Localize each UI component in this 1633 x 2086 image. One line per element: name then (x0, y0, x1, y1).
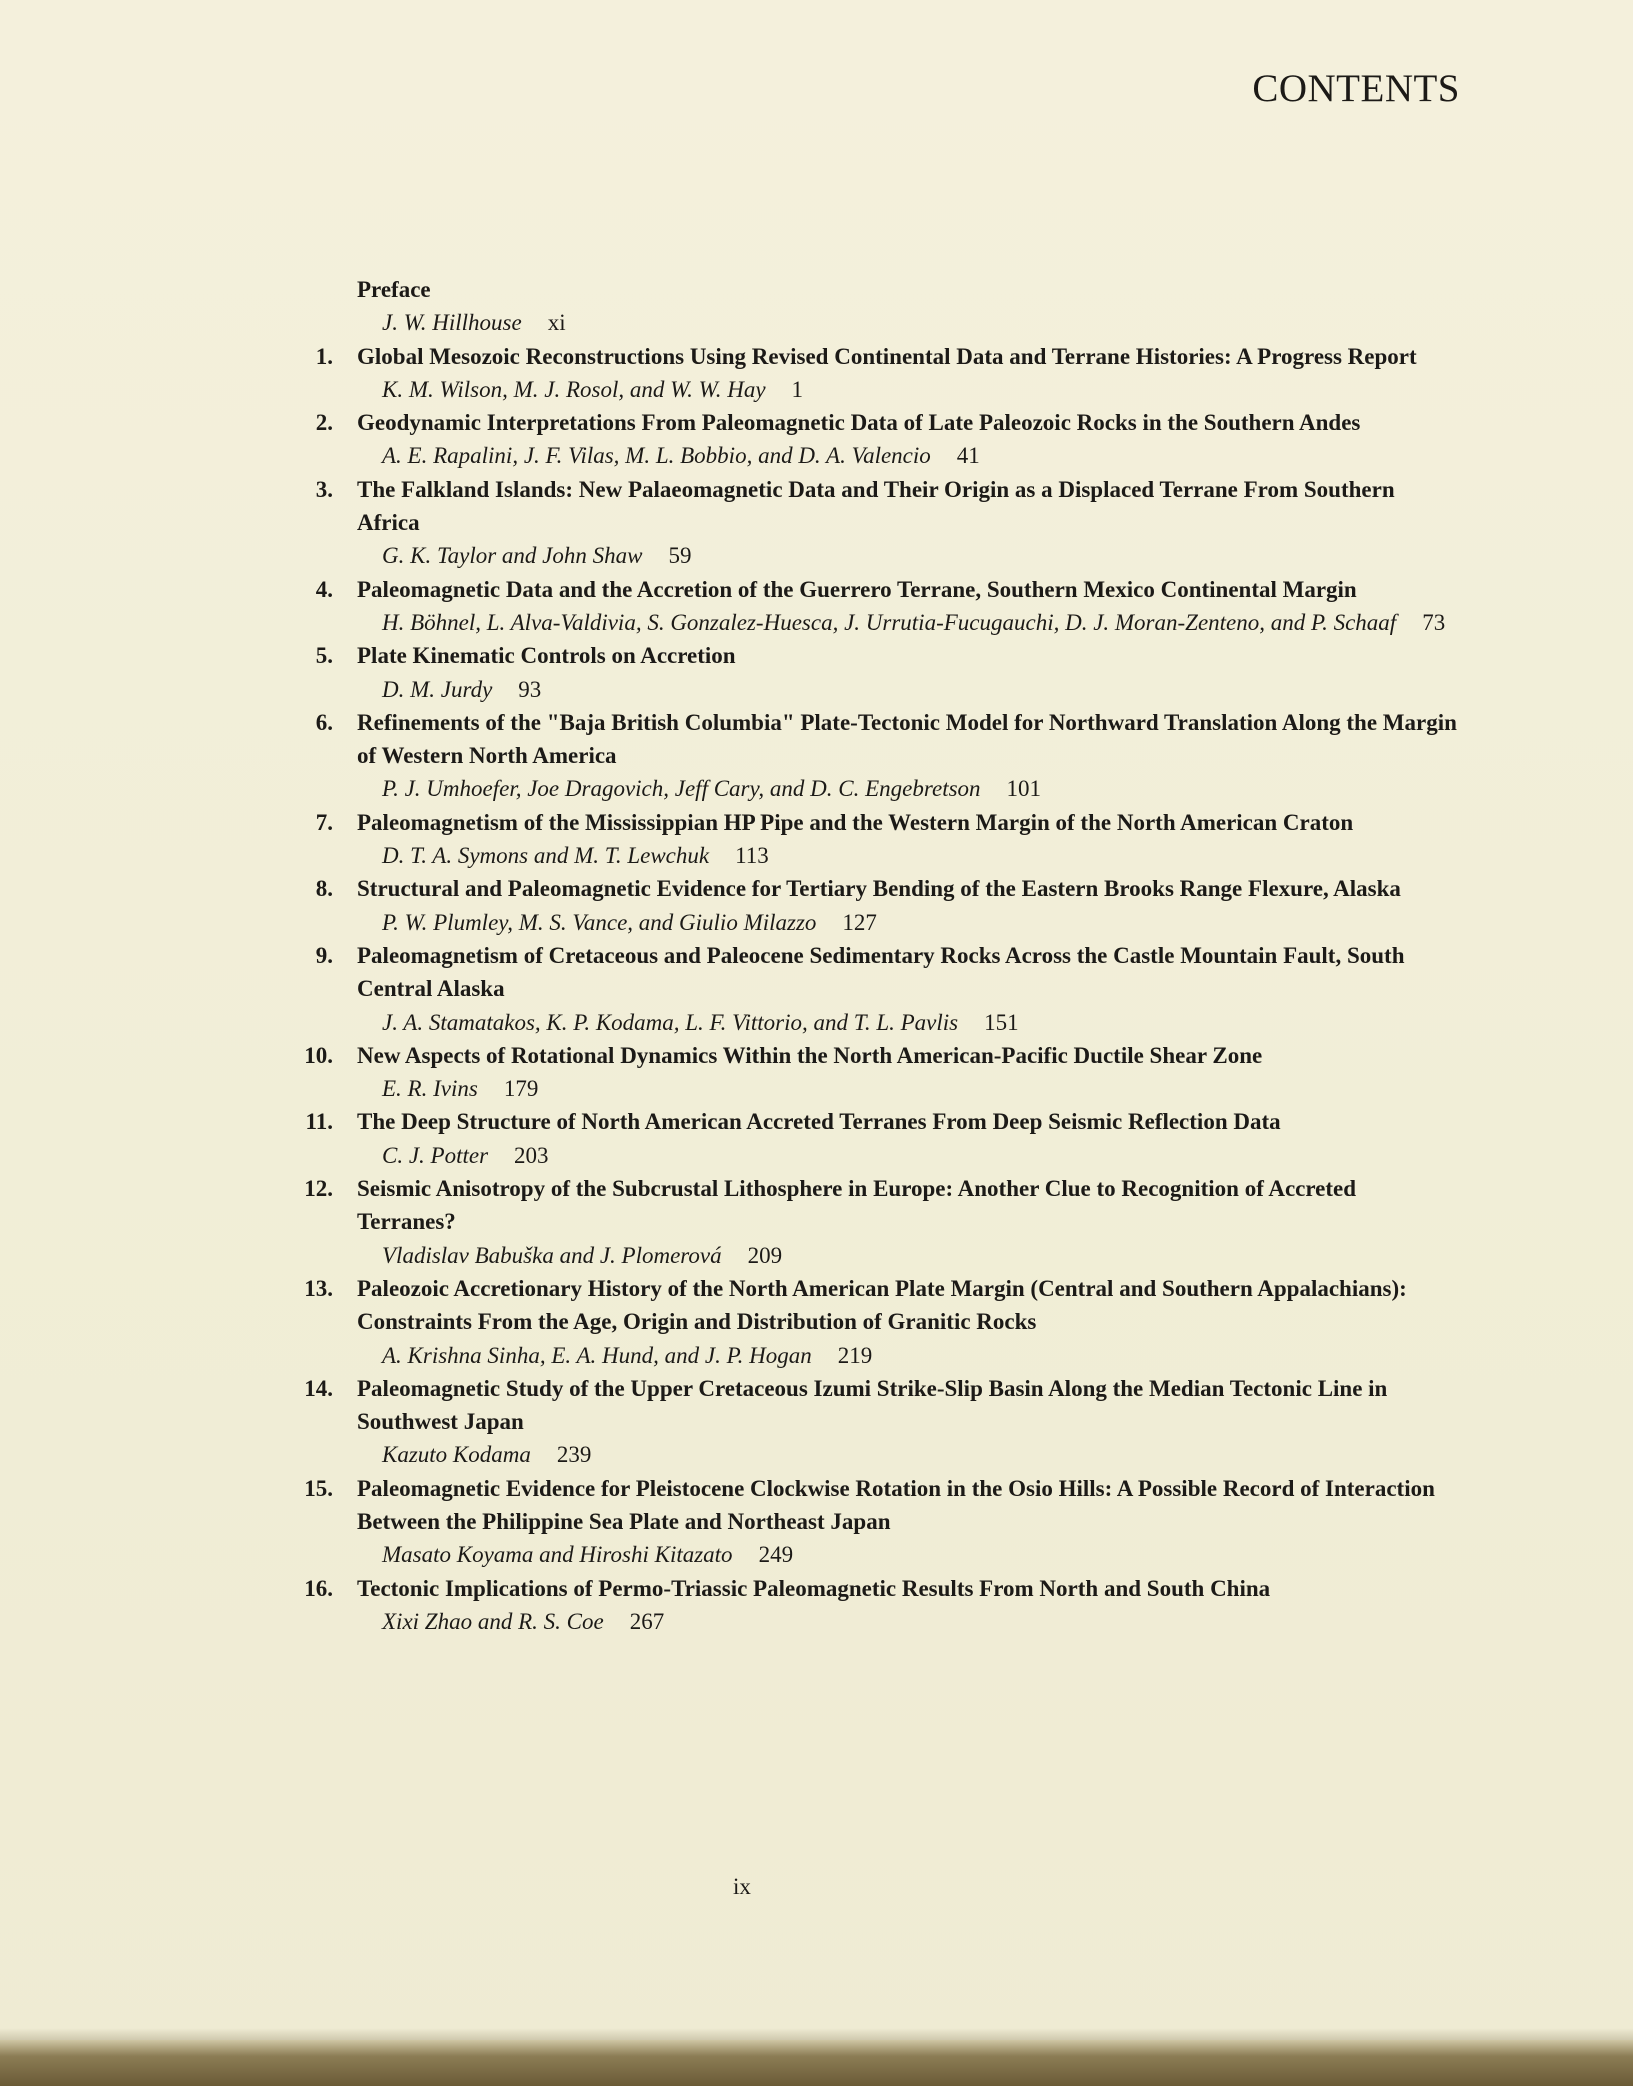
entry-authors: E. R. Ivins (382, 1076, 478, 1102)
entry-authors: C. J. Potter (382, 1142, 489, 1168)
entry-title: The Deep Structure of North American Accreted Terranes From Deep Seismic Reflection Data (357, 1109, 1281, 1135)
entry-page-number: 127 (842, 909, 877, 935)
toc-entry (300, 273, 1460, 340)
book-edge (0, 2040, 1633, 2086)
entry-authors: P. W. Plumley, M. S. Vance, and Giulio Milazzo (382, 909, 817, 935)
entry-number: 13. (304, 1275, 333, 1301)
toc-entry (300, 340, 1460, 407)
entry-title: Plate Kinematic Controls on Accretion (357, 643, 736, 669)
toc-entry (300, 639, 1460, 706)
entry-authors: Kazuto Kodama (382, 1442, 531, 1468)
entry-byline (357, 673, 1460, 706)
entry-page-number: 267 (629, 1608, 665, 1634)
entry-authors: G. K. Taylor and John Shaw (382, 543, 643, 569)
entry-byline (357, 1538, 1460, 1571)
entry-title: Structural and Paleomagnetic Evidence for Tertiary Bending of the Eastern Brooks Range Flexure, Alaska (357, 876, 1401, 902)
entry-title: Paleomagnetism of Cretaceous and Paleocene Sedimentary Rocks Across the Castle Mountain Fault, South Central Alaska (357, 942, 1405, 1002)
entry-number: 8. (315, 876, 333, 902)
entry-title: Preface (357, 277, 431, 302)
entry-authors: H. Böhnel, L. Alva-Valdivia, S. Gonzalez-Huesca, J. Urrutia-Fucugauchi, D. J. Moran-Zenteno, and P. Schaaf (382, 609, 1397, 635)
entry-number: 7. (315, 809, 333, 835)
entry-title: The Falkland Islands: New Palaeomagnetic Data and Their Origin as a Displaced Terrane From Southern Africa (357, 476, 1395, 536)
entry-byline (357, 1339, 1460, 1372)
entry-page-number: 73 (1422, 609, 1446, 635)
entry-title: Refinements of the "Baja British Columbia" Plate-Tectonic Model for Northward Translation Along the Margin of Western North America (357, 709, 1457, 769)
toc-entry (300, 406, 1460, 473)
entry-page-number: xi (547, 310, 566, 336)
entry-byline (357, 373, 1460, 406)
toc-entry (300, 806, 1460, 873)
entry-number: 5. (315, 643, 333, 669)
entry-number: 3. (315, 476, 333, 502)
entry-authors: A. Krishna Sinha, E. A. Hund, and J. P. Hogan (382, 1342, 812, 1368)
page-folio: ix (733, 1874, 751, 1899)
toc-entry (300, 1039, 1460, 1106)
entry-authors: Vladislav Babuška and J. Plomerová (382, 1242, 722, 1268)
entry-byline (357, 839, 1460, 872)
entry-byline (357, 772, 1460, 805)
entry-number: 4. (315, 576, 333, 602)
entry-page-number: 219 (837, 1342, 873, 1368)
entry-page-number: 1 (791, 376, 804, 402)
entry-byline (357, 439, 1460, 472)
entry-byline (357, 1239, 1460, 1272)
entry-number: 10. (304, 1042, 333, 1068)
entry-title: Paleozoic Accretionary History of the North American Plate Margin (Central and Southern Appalachians): Constraints From the Age, Origin and Distribution of Granitic Rocks (357, 1275, 1407, 1335)
toc-entry (300, 1372, 1460, 1472)
entry-byline (357, 906, 1460, 939)
entry-authors: J. A. Stamatakos, K. P. Kodama, L. F. Vittorio, and T. L. Pavlis (382, 1009, 959, 1035)
entry-title: Paleomagnetic Study of the Upper Cretaceous Izumi Strike-Slip Basin Along the Median Tectonic Line in Southwest Japan (357, 1375, 1388, 1435)
toc-entry (300, 1272, 1460, 1372)
entry-number: 1. (315, 343, 333, 369)
entry-number: 12. (304, 1176, 333, 1202)
entry-authors: K. M. Wilson, M. J. Rosol, and W. W. Hay (382, 376, 766, 402)
entry-authors: P. J. Umhoefer, Joe Dragovich, Jeff Cary, and D. C. Engebretson (382, 776, 981, 802)
entry-title: Geodynamic Interpretations From Paleomagnetic Data of Late Paleozoic Rocks in the Southern Andes (357, 410, 1361, 436)
entry-page-number: 151 (984, 1009, 1019, 1035)
entry-page-number: 59 (668, 543, 692, 569)
page-heading: CONTENTS (1252, 67, 1460, 110)
entry-authors: D. T. A. Symons and M. T. Lewchuk (382, 843, 710, 869)
toc-entry (300, 872, 1460, 939)
entry-number: 2. (315, 410, 333, 436)
toc-entry (300, 706, 1460, 806)
entry-byline (357, 306, 1460, 339)
entry-title: Paleomagnetic Data and the Accretion of the Guerrero Terrane, Southern Mexico Continental Margin (357, 576, 1357, 602)
entry-byline (357, 1006, 1460, 1039)
entry-number: 15. (304, 1475, 333, 1501)
entry-byline (357, 1072, 1460, 1105)
entry-title: Global Mesozoic Reconstructions Using Revised Continental Data and Terrane Histories: A Progress Report (357, 343, 1417, 369)
entry-page-number: 179 (503, 1076, 539, 1102)
entry-title: New Aspects of Rotational Dynamics Within the North American-Pacific Ductile Shear Zone (357, 1042, 1263, 1068)
entry-authors: A. E. Rapalini, J. F. Vilas, M. L. Bobbio, and D. A. Valencio (382, 443, 931, 469)
entry-authors: D. M. Jurdy (382, 676, 493, 702)
entry-title: Paleomagnetism of the Mississippian HP Pipe and the Western Margin of the North American Craton (357, 809, 1354, 835)
entry-page-number: 249 (758, 1542, 794, 1568)
toc-entry (300, 1105, 1460, 1172)
toc-entry (300, 473, 1460, 573)
entry-byline (357, 1139, 1460, 1172)
table-of-contents (300, 273, 1460, 1638)
entry-page-number: 203 (514, 1142, 549, 1168)
entry-page-number: 41 (956, 443, 980, 469)
entry-byline (357, 1438, 1460, 1471)
entry-byline (357, 1605, 1460, 1638)
entry-page-number: 113 (735, 843, 769, 869)
entry-page-number: 209 (747, 1242, 783, 1268)
entry-byline (357, 539, 1460, 572)
toc-entry (300, 573, 1460, 640)
entry-title: Paleomagnetic Evidence for Pleistocene Clockwise Rotation in the Osio Hills: A Possible Record of Interaction Between the Philippine Sea Plate and Northeast Japan (357, 1475, 1435, 1534)
entry-page-number: 239 (556, 1442, 592, 1468)
entry-number: 16. (304, 1575, 333, 1601)
entry-page-number: 93 (518, 676, 542, 702)
entry-authors: Masato Koyama and Hiroshi Kitazato (382, 1542, 733, 1568)
toc-entry (300, 1572, 1460, 1639)
entry-number: 11. (305, 1109, 333, 1135)
entry-byline (357, 606, 1460, 639)
entry-title: Seismic Anisotropy of the Subcrustal Lithosphere in Europe: Another Clue to Recognition of Accreted Terranes? (357, 1176, 1357, 1235)
entry-number: 6. (315, 709, 333, 735)
entry-page-number: 101 (1006, 776, 1042, 802)
entry-authors: J. W. Hillhouse (382, 310, 522, 336)
entry-title: Tectonic Implications of Permo-Triassic Paleomagnetic Results From North and South China (357, 1575, 1271, 1601)
toc-entry (300, 1472, 1460, 1572)
toc-entry (300, 939, 1460, 1039)
entry-authors: Xixi Zhao and R. S. Coe (382, 1608, 604, 1634)
toc-entry (300, 1172, 1460, 1272)
entry-number: 9. (315, 942, 333, 968)
entry-number: 14. (304, 1375, 333, 1401)
